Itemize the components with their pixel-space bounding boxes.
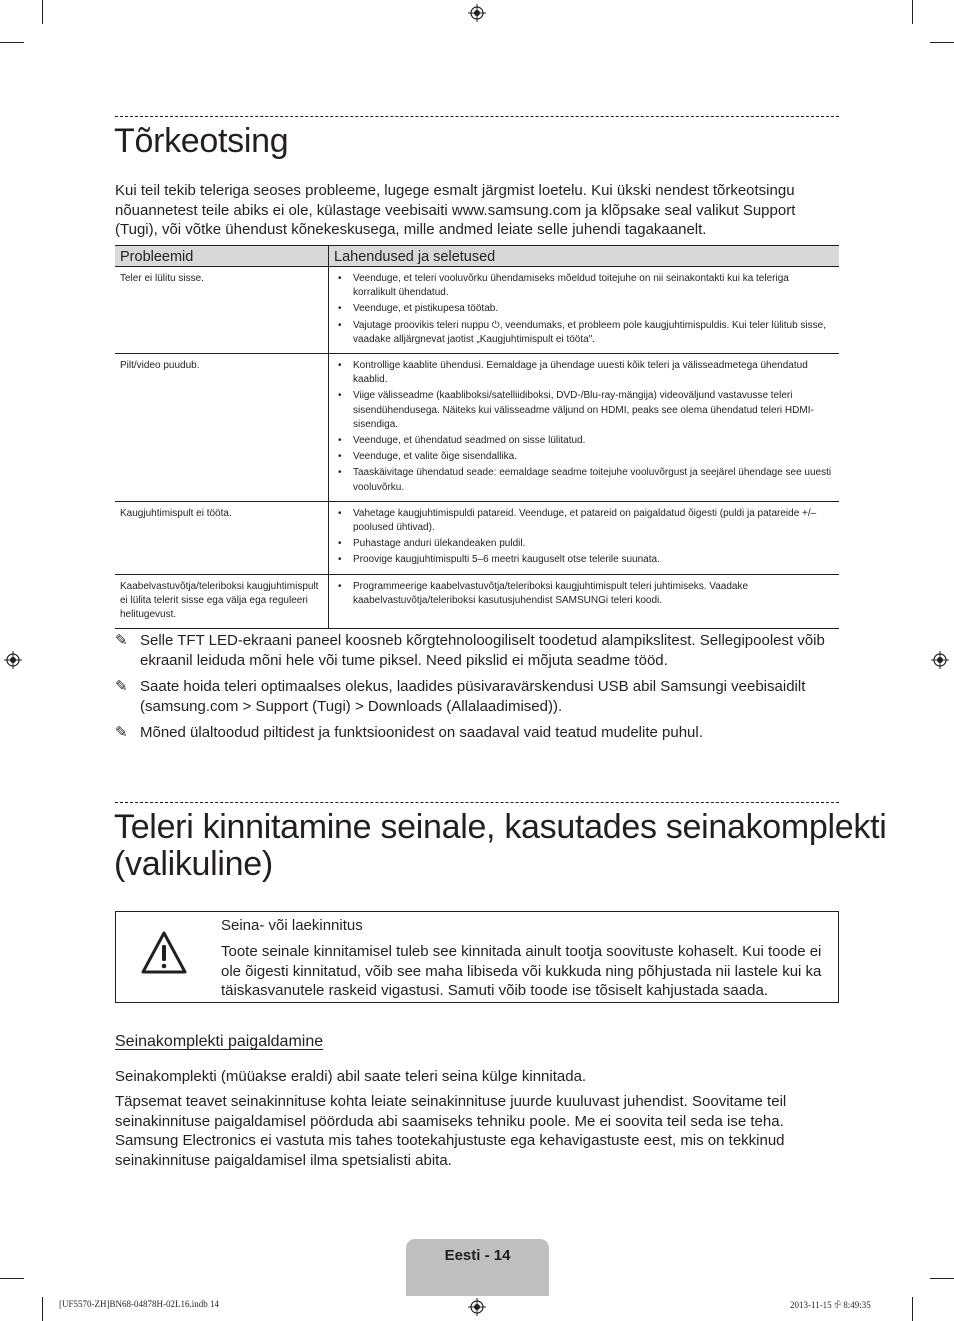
section-divider <box>115 802 839 803</box>
table-row <box>115 501 839 574</box>
subheading-wall-kit-install: Seinakomplekti paigaldamine <box>115 1033 324 1050</box>
warning-text: Toote seinale kinnitamisel tuleb see kinnitada ainult tootja soovituste kohaselt. Kui toode ei ole õigesti kinnitatud, võib see maha libiseda või kukkuda ning põhjustada nii lastele kui ka täiskasvanutele raskeid vigastusi. Samuti võib toode ise tõsiselt kahjustada saada. <box>221 943 822 999</box>
problem-cell: Kaugjuhtimispult ei tööta. <box>115 501 329 574</box>
note-item: ✎ Selle TFT LED-ekraani paneel koosneb kõrgtehnoloogiliselt toodetud alampikslitest. Sellegipoolest võib ekraanil leiduda mõni hele või tume piksel. Need pikslid ei mõjuta seadme tööd. <box>115 632 825 669</box>
registration-mark-icon <box>931 651 949 669</box>
crop-mark <box>912 1297 913 1321</box>
section-divider <box>115 116 839 117</box>
imprint-timestamp: 2013-11-15 ꈢ 8:49:35 <box>790 1300 871 1310</box>
notes-list <box>115 631 839 750</box>
solution-item: • Veenduge, et pistikupesa töötab. <box>338 303 499 315</box>
table-row <box>115 267 839 354</box>
crop-mark <box>42 1297 43 1321</box>
solution-item: • Vahetage kaugjuhtimispuldi patareid. Veenduge, et patareid on paigaldatud õigesti (puldi ja patareide +/– poolused ühtivad). <box>338 507 817 534</box>
solution-item: • Kontrollige kaablite ühendusi. Eemaldage ja ühendage uuesti kõik teleri ja välisseadmetega ühendatud kaablid. <box>338 360 808 386</box>
table-row <box>115 574 839 629</box>
solution-cell <box>329 354 840 502</box>
solution-cell <box>329 574 840 629</box>
pencil-note-icon: ✎ <box>115 678 128 695</box>
pencil-note-icon: ✎ <box>115 632 128 649</box>
solution-cell <box>329 267 840 354</box>
solution-item: • Viige välisseadme (kaabliboksi/satelliidiboksi, DVD-/Blu-ray-mängija) videoväljund vastavusse teleri sisendühendusega. Näiteks kui välisseadme väljund on HDMI, peaks see olema ühendatud teleri HDMI-sisendiga. <box>338 390 814 430</box>
intro-paragraph: Kui teil tekib teleriga seoses probleeme, lugege esmalt järgmist loetelu. Kui ükski nendest tõrkeotsingu nõuannetest teile abiks ei ole, külastage veebisaiti www.samsung.com ja klõpsake seal valikut Support (Tugi), või võtke ühendust kõnekeskusega, mille andmed leiate selle juhendi tagakaanelt. <box>115 182 796 238</box>
crop-mark <box>912 0 913 24</box>
problem-cell: Kaabelvastuvõtja/teleriboksi kaugjuhtimispult ei lülita telerit sisse ega välja ega reguleeri helitugevust. <box>115 574 329 629</box>
troubleshooting-table <box>115 245 839 629</box>
solution-item: • Veenduge, et teleri vooluvõrku ühendamiseks mõeldud toitejuhe on nii seinakontakti kui ka teleriga korralikult ühendatud. <box>338 273 789 299</box>
note-item: ✎ Mõned ülaltoodud piltidest ja funktsioonidest on saadaval vaid teatud mudelite puhul. <box>115 724 703 741</box>
warning-box <box>115 911 839 1003</box>
crop-mark <box>930 1278 954 1279</box>
registration-mark-icon <box>468 1298 486 1316</box>
section-title-line: (valikuline) <box>114 845 273 883</box>
crop-mark <box>42 0 43 24</box>
solution-item: • Proovige kaugjuhtimispulti 5–6 meetri kauguselt otse telerile suunata. <box>338 554 660 566</box>
table-header-row <box>115 246 839 267</box>
solution-item: • Vajutage proovikis teleri nuppu ⏻, veendumaks, et probleem pole kaugjuhtimispuldis. Kui teler lülitub sisse, vaadake alljärgnevat jaotist „Kaugjuhtimispult ei tööta". <box>338 319 826 345</box>
note-item: ✎ Saate hoida teleri optimaalses olekus, laadides püsivaravärskendusi USB abil Samsungi veebisaidilt (samsung.com > Support (Tugi) > Downloads (Allalaadimised)). <box>115 678 806 715</box>
imprint-filename: [UF5570-ZH]BN68-04878H-02L16.indb 14 <box>59 1299 219 1309</box>
solution-item: • Puhastage anduri ülekandeaken puldil. <box>338 538 526 550</box>
column-header-problems: Probleemid <box>115 246 329 267</box>
problem-cell: Teler ei lülitu sisse. <box>115 267 329 354</box>
solution-item: • Veenduge, et valite õige sisendallika. <box>338 451 518 463</box>
solution-item: • Programmeerige kaabelvastuvõtja/teleriboksi kaugjuhtimispult teleri juhtimiseks. Vaadake kaabelvastuvõtja/teleriboksi kasutusjuhendist SAMSUNGi teleri koodi. <box>338 580 749 606</box>
section-title-wall-mount <box>114 809 886 883</box>
solution-item: • Veenduge, et ühendatud seadmed on sisse lülitatud. <box>338 435 586 447</box>
registration-mark-icon <box>4 651 22 669</box>
warning-title: Seina- või laekinnitus <box>221 917 363 934</box>
section-title-line: Teleri kinnitamine seinale, kasutades seinakomplekti <box>114 808 887 846</box>
pencil-note-icon: ✎ <box>115 724 128 741</box>
crop-mark <box>0 1278 24 1279</box>
wall-kit-paragraph: Seinakomplekti (müüakse eraldi) abil saate teleri seina külge kinnitada. <box>115 1068 587 1085</box>
solution-item: • Taaskäivitage ühendatud seade: eemaldage seadme toitejuhe vooluvõrgust ja seejärel ühendage see uuesti vooluvõrku. <box>338 467 832 493</box>
column-header-solutions: Lahendused ja seletused <box>329 246 840 267</box>
crop-mark <box>0 42 24 43</box>
wall-kit-details-paragraph: Täpsemat teavet seinakinnituse kohta leiate seinakinnituse juurde kuuluvast juhendist. Soovitame teil seinakinnituse paigaldamisel pöörduda abi saamiseks tehniku poole. Me ei soovita teil seda ise teha. Samsung Electronics ei vastuta mis tahes tootekahjustuste ega kehavigastuste eest, mis on tekkinud seinakinnituse paigaldamisel ilma spetsialisti abita. <box>115 1093 787 1169</box>
solution-cell <box>329 501 840 574</box>
section-title-troubleshooting: Tõrkeotsing <box>114 122 289 160</box>
warning-triangle-icon <box>140 929 188 977</box>
registration-mark-icon <box>468 4 486 22</box>
problem-cell: Pilt/video puudub. <box>115 354 329 502</box>
crop-mark <box>930 42 954 43</box>
table-row <box>115 354 839 502</box>
page-number: Eesti - 14 <box>444 1247 511 1264</box>
page-number-tab <box>406 1239 549 1296</box>
